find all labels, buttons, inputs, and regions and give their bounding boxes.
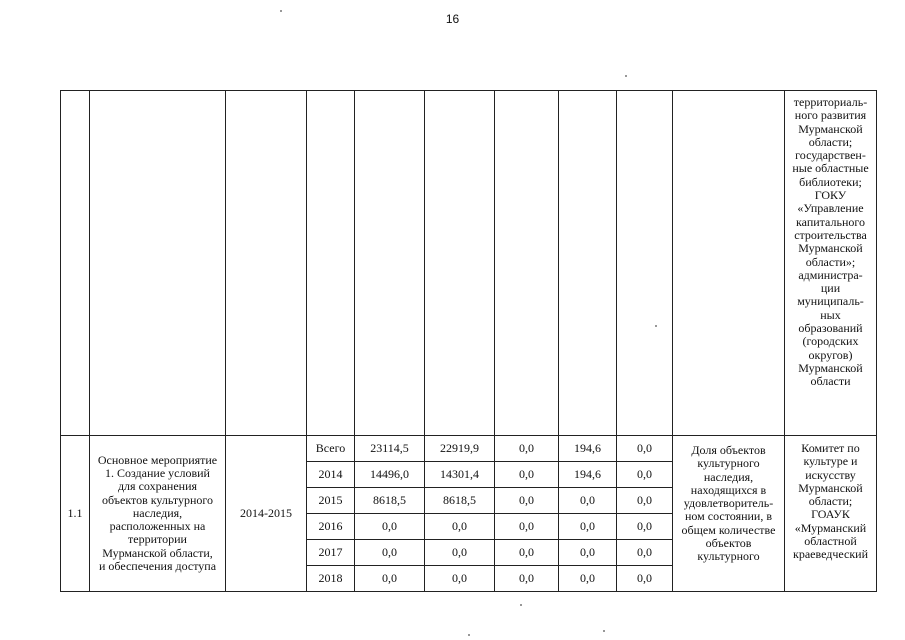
- regional-cell: 8618,5: [425, 488, 495, 514]
- cont-resp-line: Мурманской: [798, 121, 863, 136]
- activity-responsible: [785, 436, 877, 592]
- responsible-line: областной: [804, 534, 857, 549]
- cont-resp-line: государствен-: [795, 148, 866, 163]
- cont-resp-line: округов): [808, 347, 853, 362]
- total-cell: 23114,5: [355, 436, 425, 462]
- extra-cell: 0,0: [617, 462, 673, 488]
- activity-name-line: 1. Создание условий: [105, 465, 210, 480]
- cont-resp-line: территориаль-: [793, 95, 868, 109]
- local-cell: 0,0: [559, 540, 617, 566]
- cont-resp-line: ного развития: [794, 108, 867, 123]
- activity-name-line: территории: [128, 532, 187, 547]
- activity-name-line: наследия,: [132, 505, 183, 520]
- cont-resp-line: (городских: [802, 334, 859, 349]
- year-cell: Всего: [307, 436, 355, 462]
- federal-cell: 0,0: [495, 436, 559, 462]
- local-cell: 194,6: [559, 436, 617, 462]
- extra-cell: 0,0: [617, 488, 673, 514]
- responsible-line: ГОАУК: [811, 507, 850, 522]
- cont-federal-cell: [495, 91, 559, 436]
- cont-resp-line: области»;: [805, 254, 856, 269]
- total-cell: 0,0: [355, 514, 425, 540]
- scan-speck: [655, 325, 657, 327]
- federal-cell: 0,0: [495, 514, 559, 540]
- activity-name-line: расположенных на: [109, 519, 206, 534]
- federal-cell: 0,0: [495, 540, 559, 566]
- cont-regional-cell: [425, 91, 495, 436]
- total-cell: 0,0: [355, 566, 425, 592]
- cont-resp-line: «Управление: [797, 201, 864, 216]
- local-cell: 0,0: [559, 566, 617, 592]
- continuation-row: [61, 91, 877, 436]
- total-cell: 14496,0: [355, 462, 425, 488]
- local-cell: 0,0: [559, 514, 617, 540]
- regional-cell: 0,0: [425, 566, 495, 592]
- year-cell: 2017: [307, 540, 355, 566]
- activity-name-line: объектов культурного: [101, 492, 214, 507]
- indicator-line: ном состоянии, в: [684, 509, 773, 524]
- scan-speck: [603, 630, 605, 632]
- cont-resp-line: области: [810, 374, 851, 389]
- scan-speck: [625, 75, 627, 77]
- responsible-line: Мурманской: [798, 480, 863, 495]
- indicator-line: находящихся в: [690, 482, 767, 497]
- cont-indicator-cell: [673, 91, 785, 436]
- indicator-line: наследия,: [703, 469, 754, 484]
- local-cell: 194,6: [559, 462, 617, 488]
- responsible-line: области;: [808, 494, 853, 509]
- total-cell: 8618,5: [355, 488, 425, 514]
- activity-name-line: для сохранения: [117, 479, 198, 494]
- cont-resp-line: ных: [820, 307, 841, 322]
- activity-period: 2014-2015: [226, 436, 307, 592]
- extra-cell: 0,0: [617, 514, 673, 540]
- federal-cell: 0,0: [495, 566, 559, 592]
- year-cell: 2015: [307, 488, 355, 514]
- cont-extra-cell: [617, 91, 673, 436]
- cont-responsible-cell: [785, 91, 877, 436]
- cont-resp-line: области;: [808, 134, 853, 149]
- responsible-line: «Мурманский: [794, 520, 867, 535]
- cont-resp-line: муниципаль-: [797, 294, 864, 309]
- scan-speck: [280, 10, 282, 12]
- page-number: 16: [445, 12, 460, 26]
- regional-cell: 0,0: [425, 540, 495, 566]
- activity-name: [90, 436, 226, 592]
- scan-speck: [468, 634, 470, 636]
- year-cell: 2014: [307, 462, 355, 488]
- cont-resp-line: Мурманской: [798, 360, 863, 375]
- regional-cell: 0,0: [425, 514, 495, 540]
- indicator-line: объектов: [705, 536, 752, 551]
- cont-number-cell: [61, 91, 90, 436]
- scan-speck: [520, 604, 522, 606]
- cont-period-cell: [226, 91, 307, 436]
- table-row: [61, 436, 877, 462]
- indicator-line: Доля объектов: [691, 443, 766, 457]
- extra-cell: 0,0: [617, 566, 673, 592]
- indicator-line: удовлетворитель-: [683, 496, 774, 511]
- extra-cell: 0,0: [617, 436, 673, 462]
- cont-resp-line: строительства: [794, 227, 867, 242]
- activity-indicator: [673, 436, 785, 592]
- total-cell: 0,0: [355, 540, 425, 566]
- federal-cell: 0,0: [495, 488, 559, 514]
- cont-resp-line: библиотеки;: [799, 174, 862, 189]
- responsible-line: Комитет по: [801, 441, 860, 455]
- cont-resp-line: ные областные: [792, 161, 869, 176]
- responsible-line: культуре и: [803, 454, 858, 469]
- cont-resp-line: ции: [820, 281, 841, 296]
- indicator-line: общем количестве: [681, 522, 776, 537]
- activity-number: 1.1: [61, 436, 90, 592]
- year-cell: 2016: [307, 514, 355, 540]
- responsible-line: краеведческий: [792, 547, 868, 562]
- activity-name-line: и обеспечения доступа: [98, 559, 217, 574]
- extra-cell: 0,0: [617, 540, 673, 566]
- activity-name-line: Мурманской области,: [102, 545, 213, 560]
- regional-cell: 22919,9: [425, 436, 495, 462]
- cont-resp-line: Мурманской: [798, 241, 863, 256]
- cont-local-cell: [559, 91, 617, 436]
- responsible-line: искусству: [805, 467, 856, 482]
- indicator-line: культурного: [697, 456, 760, 471]
- cont-year-cell: [307, 91, 355, 436]
- cont-resp-line: образований: [798, 321, 863, 336]
- indicator-line: культурного: [697, 549, 760, 564]
- cont-total-cell: [355, 91, 425, 436]
- cont-resp-line: администра-: [798, 267, 863, 282]
- regional-cell: 14301,4: [425, 462, 495, 488]
- local-cell: 0,0: [559, 488, 617, 514]
- activity-name-line: Основное мероприятие: [97, 452, 218, 467]
- cont-name-cell: [90, 91, 226, 436]
- federal-cell: 0,0: [495, 462, 559, 488]
- cont-resp-line: капитального: [796, 214, 865, 229]
- year-cell: 2018: [307, 566, 355, 592]
- cont-resp-line: ГОКУ: [814, 188, 847, 203]
- budget-table: [60, 90, 877, 592]
